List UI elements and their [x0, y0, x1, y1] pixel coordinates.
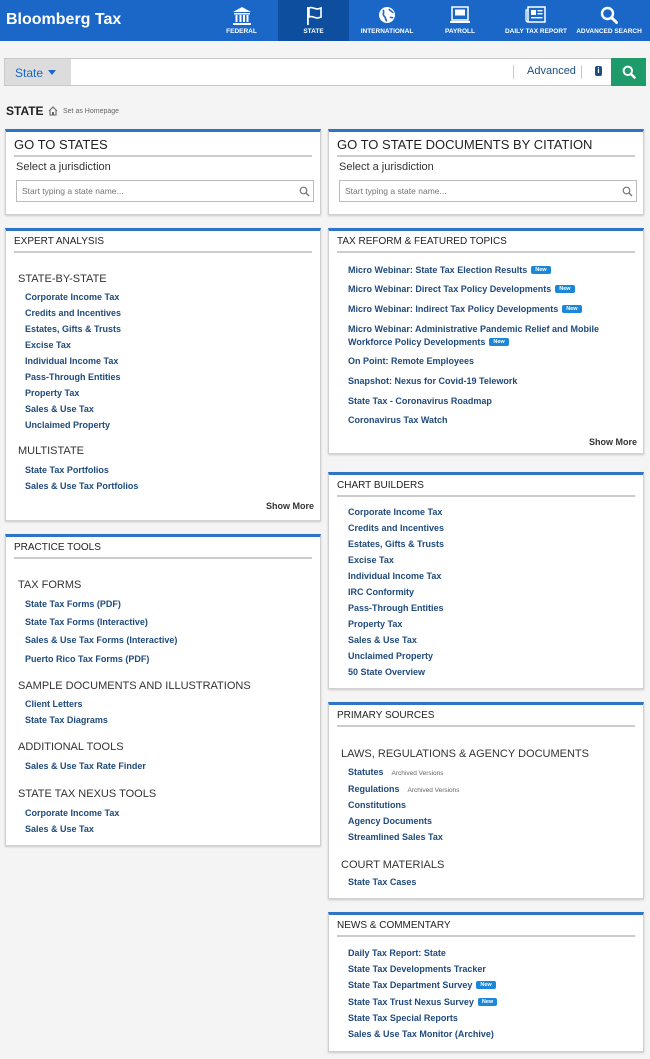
link-chart-sales-use-tax[interactable]: Sales & Use Tax: [348, 635, 417, 645]
link-estates-gifts-trusts[interactable]: Estates, Gifts & Trusts: [25, 324, 122, 334]
panel-title: GO TO STATES: [14, 137, 312, 157]
panel-title: CHART BUILDERS: [337, 480, 635, 497]
link-on-point[interactable]: On Point: Remote Employees: [348, 356, 475, 366]
archived-versions-link[interactable]: Archived Versions: [391, 770, 444, 777]
link-client-letters[interactable]: Client Letters: [25, 699, 83, 709]
show-more-link[interactable]: Show More: [265, 501, 314, 511]
search-icon: [600, 6, 618, 25]
link-chart-property-tax[interactable]: Property Tax: [348, 619, 403, 629]
new-badge: New: [562, 305, 581, 313]
link-chart-irc-conformity[interactable]: IRC Conformity: [348, 587, 414, 597]
link-special-reports[interactable]: State Tax Special Reports: [348, 1013, 458, 1023]
section-heading: STATE TAX NEXUS TOOLS: [18, 788, 157, 800]
panel-title: PRACTICE TOOLS: [14, 542, 312, 559]
link-streamlined-sales-tax[interactable]: Streamlined Sales Tax: [348, 832, 443, 842]
panel-title: EXPERT ANALYSIS: [14, 236, 312, 253]
nav-state[interactable]: [278, 0, 349, 41]
show-more-link[interactable]: Show More: [588, 437, 637, 447]
link-label: State Tax Department Survey: [348, 980, 473, 990]
section-heading: ADDITIONAL TOOLS: [18, 741, 124, 753]
nav-daily-tax-report[interactable]: [500, 0, 572, 41]
panel-title: PRIMARY SOURCES: [337, 710, 635, 727]
link-state-tax-diagrams[interactable]: State Tax Diagrams: [25, 715, 108, 725]
link-snapshot-nexus[interactable]: Snapshot: Nexus for Covid-19 Telework: [348, 376, 518, 386]
link-state-tax-forms-pdf[interactable]: State Tax Forms (PDF): [25, 599, 121, 609]
link-label: Workforce Policy Developments: [348, 337, 486, 347]
nav-payroll-label: PAYROLL: [445, 28, 475, 35]
link-state-tax-portfolios[interactable]: State Tax Portfolios: [25, 465, 109, 475]
search-icon: [299, 186, 310, 197]
link-chart-unclaimed-property[interactable]: Unclaimed Property: [348, 651, 434, 661]
citation-search-input[interactable]: [340, 181, 606, 201]
link-micro-webinar[interactable]: [348, 324, 599, 334]
state-search-input[interactable]: [17, 181, 283, 201]
tax-reform-panel: [328, 228, 644, 454]
link-individual-income-tax[interactable]: Individual Income Tax: [25, 356, 119, 366]
nav-payroll[interactable]: [432, 0, 488, 41]
section-heading: SAMPLE DOCUMENTS AND ILLUSTRATIONS: [18, 680, 251, 692]
link-corporate-income-tax[interactable]: Corporate Income Tax: [25, 292, 120, 302]
payroll-icon: [450, 6, 470, 24]
nav-advanced-search-label: ADVANCED SEARCH: [576, 28, 642, 35]
link-nexus-sales-use-tax[interactable]: Sales & Use Tax: [25, 824, 94, 834]
go-to-citation-panel: [328, 129, 644, 215]
set-homepage-link[interactable]: Set as Homepage: [63, 108, 120, 115]
link-puerto-rico-forms[interactable]: Puerto Rico Tax Forms (PDF): [25, 654, 150, 664]
primary-sources-panel: [328, 702, 644, 899]
link-pass-through-entities[interactable]: Pass-Through Entities: [25, 372, 121, 382]
scope-dropdown[interactable]: [5, 59, 71, 85]
link-excise-tax[interactable]: Excise Tax: [25, 340, 71, 350]
scope-label: State: [15, 66, 44, 80]
link-sales-use-tax-portfolios[interactable]: Sales & Use Tax Portfolios: [25, 481, 139, 491]
search-bar: [4, 58, 646, 86]
link-label: Regulations: [348, 784, 400, 794]
link-constitutions[interactable]: Constitutions: [348, 800, 406, 810]
advanced-search-link[interactable]: Advanced: [513, 65, 576, 79]
link-chart-50-state-overview[interactable]: 50 State Overview: [348, 667, 426, 677]
top-navigation-bar: [0, 0, 650, 41]
link-chart-pass-through[interactable]: Pass-Through Entities: [348, 603, 444, 613]
practice-tools-panel: [5, 534, 321, 846]
federal-building-icon: [232, 6, 252, 26]
nav-daily-tax-report-label: DAILY TAX REPORT: [504, 28, 567, 35]
link-statutes[interactable]: [348, 767, 444, 777]
go-to-states-panel: [5, 129, 321, 215]
flag-icon: [305, 6, 323, 26]
brand-logo[interactable]: Bloomberg Tax: [6, 11, 122, 28]
link-coronavirus-roadmap[interactable]: State Tax - Coronavirus Roadmap: [348, 396, 492, 406]
nav-federal-label: FEDERAL: [226, 28, 257, 35]
link-nexus-corporate-income-tax[interactable]: Corporate Income Tax: [25, 808, 120, 818]
link-chart-credits-incentives[interactable]: Credits and Incentives: [348, 523, 445, 533]
link-sales-use-tax[interactable]: Sales & Use Tax: [25, 404, 94, 414]
page-title: STATE: [6, 104, 44, 118]
link-label: Micro Webinar: Direct Tax Policy Developments: [348, 284, 552, 294]
news-commentary-panel: [328, 912, 644, 1052]
search-input[interactable]: [71, 59, 511, 85]
state-search-field[interactable]: [16, 180, 314, 202]
link-state-tax-cases[interactable]: State Tax Cases: [348, 877, 417, 887]
link-chart-excise-tax[interactable]: Excise Tax: [348, 555, 394, 565]
link-label: Micro Webinar: State Tax Election Results: [348, 265, 528, 275]
link-label: State Tax Trust Nexus Survey: [348, 997, 474, 1007]
link-daily-tax-report-state[interactable]: Daily Tax Report: State: [348, 948, 446, 958]
link-sales-use-monitor[interactable]: Sales & Use Tax Monitor (Archive): [348, 1029, 494, 1039]
home-icon[interactable]: [48, 106, 58, 116]
panel-title: NEWS & COMMENTARY: [337, 920, 635, 937]
link-state-tax-forms-interactive[interactable]: State Tax Forms (Interactive): [25, 617, 148, 627]
link-micro-webinar[interactable]: [348, 284, 575, 294]
link-property-tax[interactable]: Property Tax: [25, 388, 80, 398]
panel-title: TAX REFORM & FEATURED TOPICS: [337, 236, 635, 253]
link-developments-tracker[interactable]: State Tax Developments Tracker: [348, 964, 486, 974]
info-button[interactable]: [581, 65, 609, 79]
link-department-survey[interactable]: [348, 980, 496, 990]
link-chart-estates[interactable]: Estates, Gifts & Trusts: [348, 539, 445, 549]
search-icon: [622, 65, 636, 79]
newspaper-icon: [525, 6, 547, 24]
link-coronavirus-watch[interactable]: Coronavirus Tax Watch: [348, 415, 448, 425]
link-credits-incentives[interactable]: Credits and Incentives: [25, 308, 122, 318]
nav-international[interactable]: [352, 0, 422, 41]
citation-search-field[interactable]: [339, 180, 637, 202]
link-regulations[interactable]: [348, 784, 460, 794]
new-badge: New: [478, 998, 497, 1006]
link-sales-use-forms-interactive[interactable]: Sales & Use Tax Forms (Interactive): [25, 635, 178, 645]
search-icon: [622, 186, 633, 197]
chevron-down-icon: [48, 70, 56, 75]
nav-federal[interactable]: [213, 0, 270, 41]
link-chart-corporate-income-tax[interactable]: Corporate Income Tax: [348, 507, 443, 517]
link-micro-webinar-continued[interactable]: [348, 337, 509, 347]
link-agency-documents[interactable]: Agency Documents: [348, 816, 433, 826]
panel-title: GO TO STATE DOCUMENTS BY CITATION: [337, 137, 635, 157]
nav-international-label: INTERNATIONAL: [360, 28, 414, 35]
section-heading: TAX FORMS: [18, 579, 82, 591]
section-heading: STATE-BY-STATE: [18, 273, 107, 285]
archived-versions-link[interactable]: Archived Versions: [407, 787, 460, 794]
section-heading: COURT MATERIALS: [341, 859, 445, 871]
link-micro-webinar[interactable]: [348, 304, 582, 314]
section-heading: MULTISTATE: [18, 445, 84, 457]
link-trust-nexus-survey[interactable]: [348, 997, 497, 1007]
nav-advanced-search[interactable]: [574, 0, 644, 41]
search-submit-button[interactable]: [611, 58, 646, 86]
link-label: Statutes: [348, 767, 384, 777]
link-micro-webinar[interactable]: [348, 265, 551, 275]
new-badge: New: [555, 285, 574, 293]
link-chart-individual-income-tax[interactable]: Individual Income Tax: [348, 571, 442, 581]
jurisdiction-label: Select a jurisdiction: [16, 161, 111, 173]
link-label: Micro Webinar: Indirect Tax Policy Developments: [348, 304, 559, 314]
link-rate-finder[interactable]: Sales & Use Tax Rate Finder: [25, 761, 146, 771]
globe-icon: [378, 6, 396, 24]
new-badge: New: [489, 338, 508, 346]
link-label: Micro Webinar: Administrative Pandemic Relief and Mobile: [348, 324, 600, 334]
section-heading: LAWS, REGULATIONS & AGENCY DOCUMENTS: [341, 748, 589, 760]
chart-builders-panel: [328, 472, 644, 689]
link-unclaimed-property[interactable]: Unclaimed Property: [25, 420, 111, 430]
info-icon: i: [595, 66, 602, 76]
jurisdiction-label: Select a jurisdiction: [339, 161, 434, 173]
new-badge: New: [531, 266, 550, 274]
nav-state-label: STATE: [303, 28, 324, 35]
new-badge: New: [476, 981, 495, 989]
expert-analysis-panel: [5, 228, 321, 521]
